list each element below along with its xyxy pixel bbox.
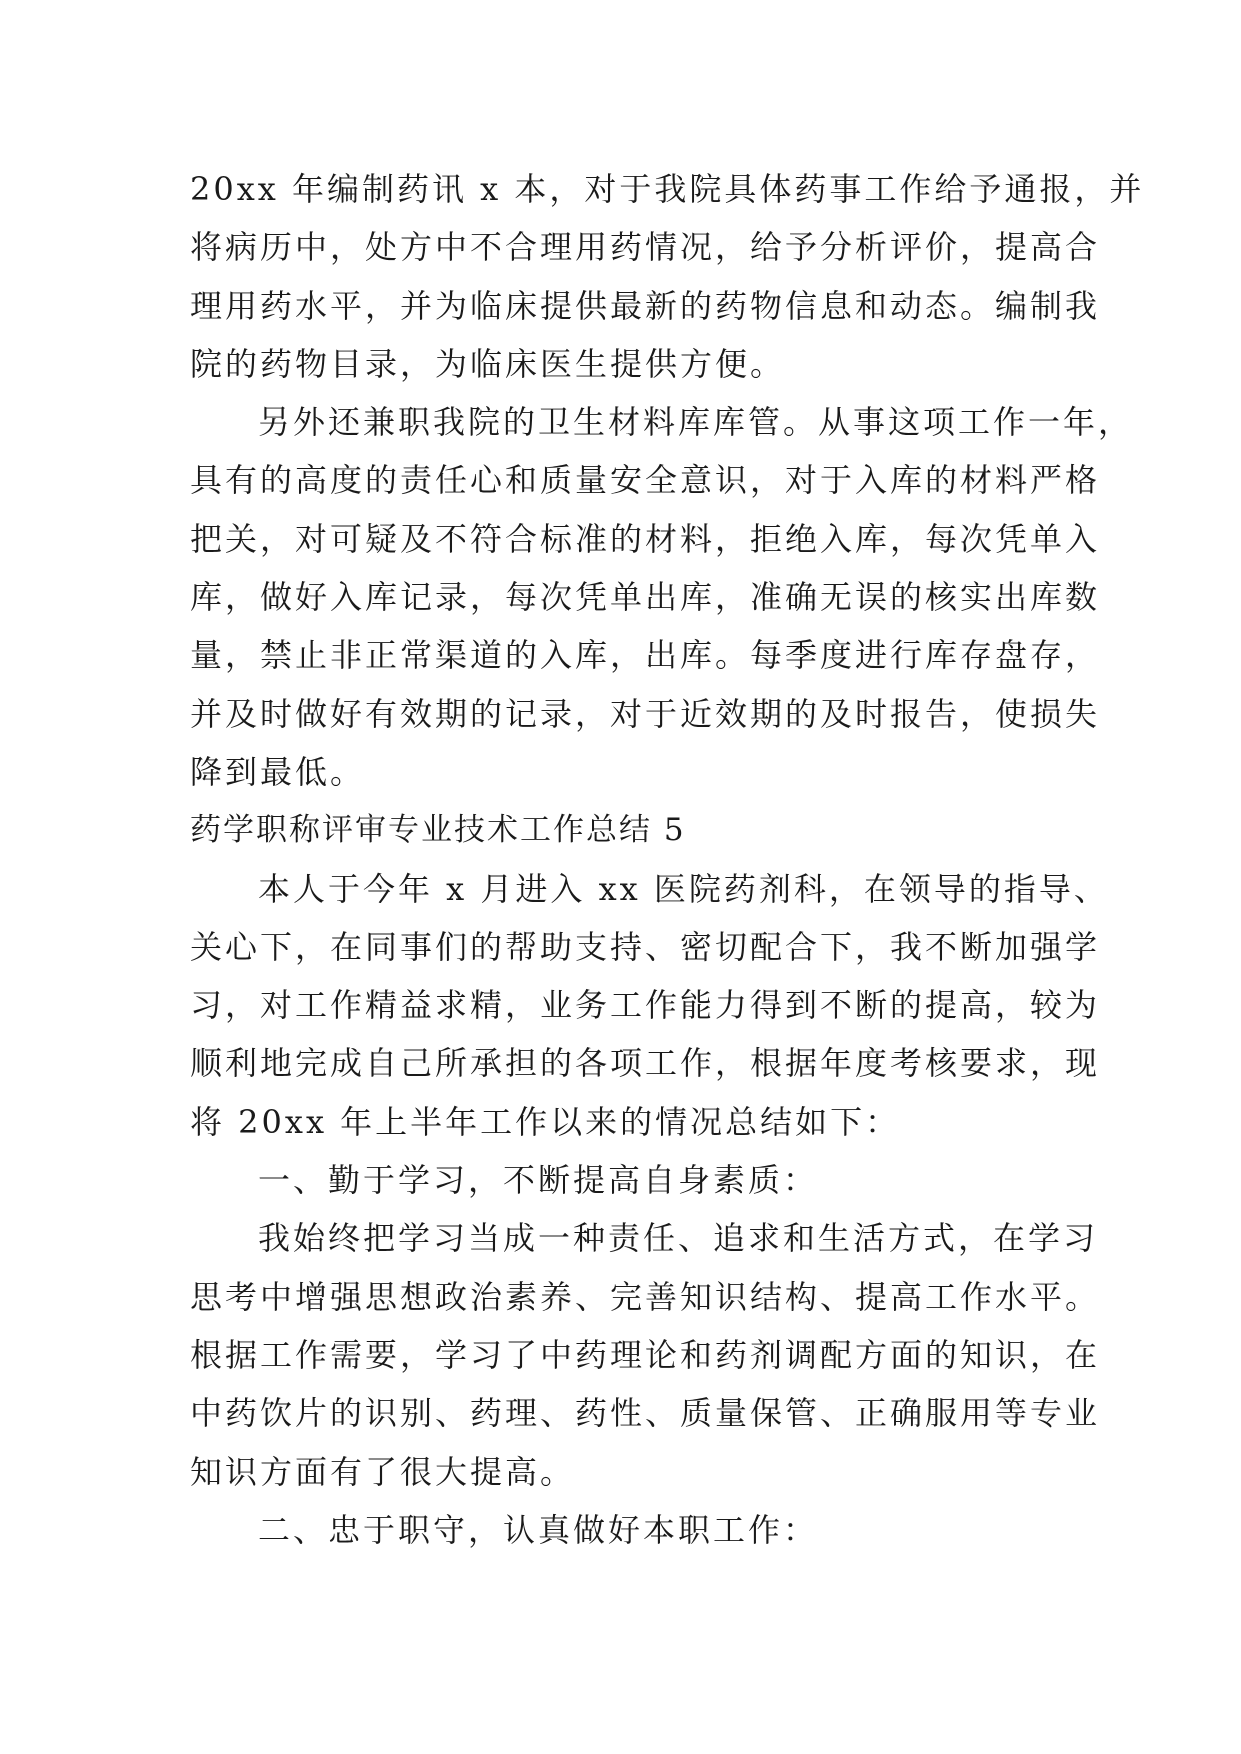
paragraph-start-line: 我始终把学习当成一种责任、追求和生活方式，在学习 [258,1219,1099,1258]
paragraph-start-line: 另外还兼职我院的卫生材料库库管。从事这项工作一年， [258,403,1134,442]
text-line: 关心下，在同事们的帮助支持、密切配合下，我不断加强学 [190,927,1101,966]
section-heading: 药学职称评审专业技术工作总结 5 [190,812,686,849]
text-line: 将病历中，处方中不合理用药情况，给予分析评价，提高合 [190,228,1101,267]
text-line: 降到最低。 [190,752,366,791]
text-line: 具有的高度的责任心和质量安全意识，对于入库的材料严格 [190,461,1101,500]
text-line: 根据工作需要，学习了中药理论和药剂调配方面的知识，在 [190,1335,1101,1374]
text-line: 库，做好入库记录，每次凭单出库，准确无误的核实出库数 [190,578,1101,617]
text-line: 并及时做好有效期的记录，对于近效期的及时报告，使损失 [190,694,1101,733]
text-line: 顺利地完成自己所承担的各项工作，根据年度考核要求，现 [190,1044,1101,1083]
text-line: 习，对工作精益求精，业务工作能力得到不断的提高，较为 [190,986,1101,1025]
document-body [190,160,1145,1559]
subheading-line: 二、忠于职守，认真做好本职工作： [258,1510,819,1549]
text-line: 将 20xx 年上半年工作以来的情况总结如下： [190,1102,901,1141]
text-line: 知识方面有了很大提高。 [190,1452,576,1491]
text-line: 思考中增强思想政治素养、完善知识结构、提高工作水平。 [190,1277,1101,1316]
text-line: 20xx 年编制药讯 x 本，对于我院具体药事工作给予通报，并 [190,170,1145,208]
text-line: 中药饮片的识别、药理、药性、质量保管、正确服用等专业 [190,1394,1101,1433]
text-line: 理用药水平，并为临床提供最新的药物信息和动态。编制我 [190,286,1101,325]
text-line: 把关，对可疑及不符合标准的材料，拒绝入库，每次凭单入 [190,519,1101,558]
paragraph-start-line: 本人于今年 x 月进入 xx 医院药剂科，在领导的指导、 [258,869,1109,908]
subheading-line: 一、勤于学习，不断提高自身素质： [258,1161,819,1200]
text-line: 量，禁止非正常渠道的入库，出库。每季度进行库存盘存， [190,636,1101,675]
text-line: 院的药物目录，为临床医生提供方便。 [190,344,786,383]
